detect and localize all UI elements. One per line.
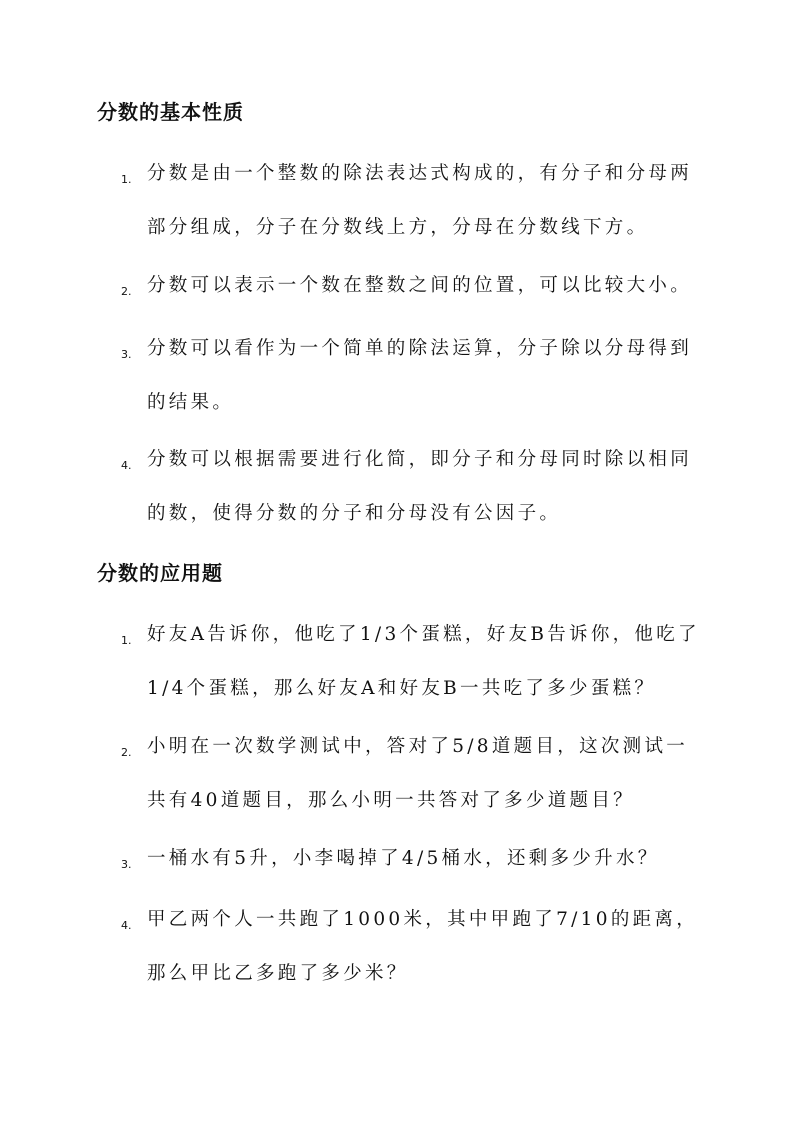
section-heading-basic-properties: 分数的基本性质 — [97, 100, 244, 124]
list-item-text: 分数可以根据需要进行化简，即分子和分母同时除以相同的数，使得分数的分子和分母没有公因子。 — [147, 449, 693, 524]
list-item-number: 2. — [121, 746, 132, 759]
list-item-text: 好友A告诉你，他吃了1/3个蛋糕，好友B告诉你，他吃了1/4个蛋糕，那么好友A和好友B一共吃了多少蛋糕？ — [147, 624, 700, 699]
list-item-number: 4. — [121, 459, 132, 472]
list-item-text: 一桶水有5升，小李喝掉了4/5桶水，还剩多少升水？ — [147, 848, 660, 869]
list-item-text: 分数可以表示一个数在整数之间的位置，可以比较大小。 — [147, 275, 693, 296]
section-heading-applications: 分数的应用题 — [97, 561, 223, 585]
list-item-text: 小明在一次数学测试中，答对了5/8道题目，这次测试一共有40道题目，那么小明一共答对了多少道题目？ — [147, 736, 689, 811]
list-item-text: 分数可以看作为一个简单的除法运算，分子除以分母得到的结果。 — [147, 338, 693, 413]
list-item-text: 分数是由一个整数的除法表达式构成的，有分子和分母两部分组成，分子在分数线上方，分母在分数线下方。 — [147, 163, 693, 238]
list-item-number: 2. — [121, 285, 132, 298]
list-item-number: 3. — [121, 348, 132, 361]
list-item-number: 4. — [121, 919, 132, 932]
list-item-number: 1. — [121, 173, 132, 186]
list-item-text: 甲乙两个人一共跑了1000米，其中甲跑了7/10的距离，那么甲比乙多跑了多少米？ — [147, 909, 699, 984]
list-item-number: 1. — [121, 634, 132, 647]
list-item-number: 3. — [121, 858, 132, 871]
